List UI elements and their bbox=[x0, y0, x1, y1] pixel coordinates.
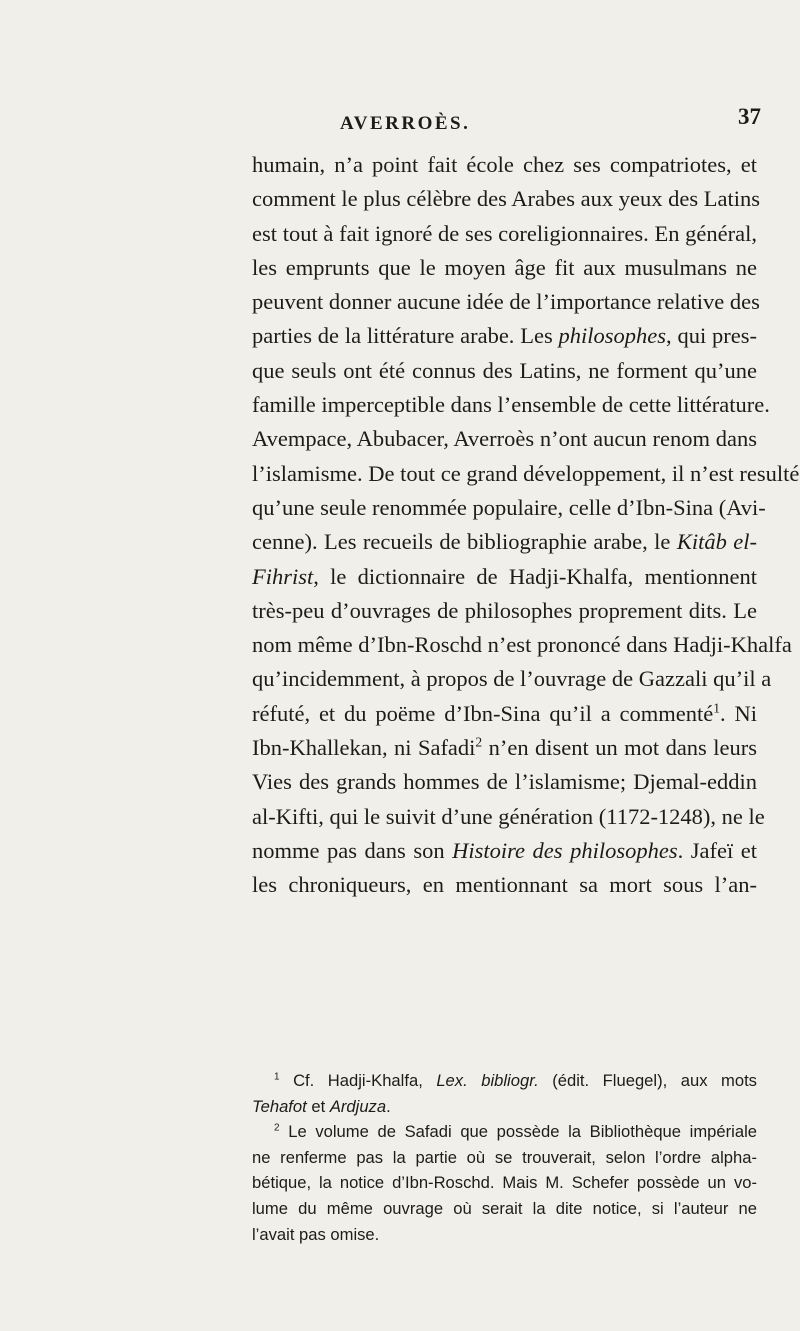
text-line: les emprunts que le moyen âge fit aux musulmans ne bbox=[252, 254, 757, 280]
footnote-line: Tehafot et Ardjuza. bbox=[252, 1096, 391, 1116]
footnote-line: bétique, la notice d’Ibn-Roschd. Mais M. Schefer possède un vo- bbox=[252, 1173, 757, 1193]
text-line: nomme pas dans son Histoire des philosophes. Jafeï et bbox=[252, 837, 757, 863]
text-line: les chroniqueurs, en mentionnant sa mort sous l’an- bbox=[252, 872, 757, 898]
text-line: que seuls ont été connus des Latins, ne forment qu’une bbox=[252, 357, 757, 383]
main-text bbox=[252, 148, 800, 903]
text-line: qu’incidemment, à propos de l’ouvrage de Gazzali qu’il a bbox=[252, 666, 772, 692]
text-line: cenne). Les recueils de bibliographie arabe, le Kitâb el- bbox=[252, 529, 757, 555]
footnote-line: ne renferme pas la partie où se trouverait, selon l’ordre alpha- bbox=[252, 1147, 757, 1167]
text-line: Ibn-Khallekan, ni Safadi$^2$ n’en disent un mot dans leurs bbox=[252, 734, 757, 761]
text-line: est tout à fait ignoré de ses coreligionnaires. En général, bbox=[252, 220, 757, 246]
footnote-line: lume du même ouvrage où serait la dite notice, si l’auteur ne bbox=[252, 1198, 757, 1218]
running-title: AVERROÈS. bbox=[340, 113, 471, 134]
text-line: qu’une seule renommée populaire, celle d’Ibn-Sina (Avi- bbox=[252, 494, 766, 520]
text-line: comment le plus célèbre des Arabes aux yeux des Latins bbox=[252, 186, 760, 212]
text-line: peuvent donner aucune idée de l’importance relative des bbox=[252, 289, 760, 315]
text-line: très-peu d’ouvrages de philosophes proprement dits. Le bbox=[252, 597, 757, 623]
footnote-line: $^2$ Le volume de Safadi que possède la Bibliothèque impériale bbox=[274, 1122, 757, 1142]
text-line: famille imperceptible dans l’ensemble de cette littérature. bbox=[252, 392, 770, 418]
text-line: Avempace, Abubacer, Averroès n’ont aucun renom dans bbox=[252, 426, 757, 452]
text-line: humain, n’a point fait école chez ses compatriotes, et bbox=[252, 152, 757, 177]
footnotes bbox=[252, 1068, 757, 1247]
footnote-line: $^1$ Cf. Hadji-Khalfa, Lex. bibliogr. (édit. Fluegel), aux mots bbox=[274, 1071, 757, 1090]
text-line: l’islamisme. De tout ce grand développement, il n’est resulté bbox=[252, 460, 800, 486]
text-line: al-Kifti, qui le suivit d’une génération (1172-1248), ne le bbox=[252, 803, 765, 829]
text-line: Fihrist, le dictionnaire de Hadji-Khalfa, mentionnent bbox=[252, 563, 757, 589]
text-line: nom même d’Ibn-Roschd n’est prononcé dans Hadji-Khalfa bbox=[252, 632, 792, 658]
page-number: 37 bbox=[738, 104, 761, 129]
text-line: réfuté, et du poëme d’Ibn-Sina qu’il a commenté$^1$. Ni bbox=[252, 700, 758, 726]
text-line: Vies des grands hommes de l’islamisme; Djemal-eddin bbox=[252, 769, 757, 795]
text-line: parties de la littérature arabe. Les philosophes, qui pres- bbox=[252, 323, 758, 349]
footnote-line: l’avait pas omise. bbox=[252, 1224, 380, 1244]
